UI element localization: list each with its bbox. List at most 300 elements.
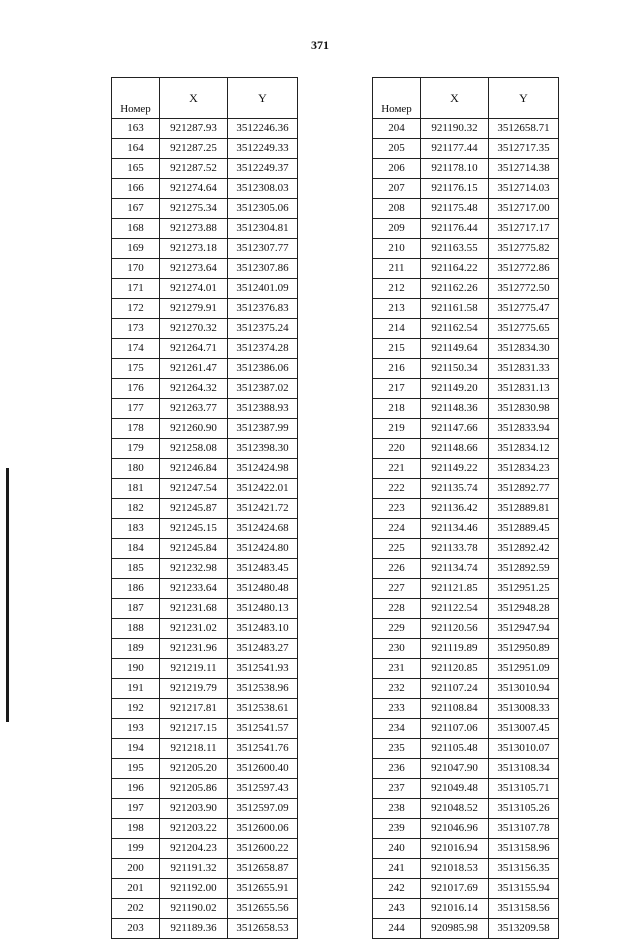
cell-y: 3512772.50 bbox=[489, 279, 559, 299]
cell-x: 921148.36 bbox=[421, 399, 489, 419]
cell-y: 3512892.59 bbox=[489, 559, 559, 579]
coordinates-table-left bbox=[111, 77, 298, 939]
cell-number: 205 bbox=[373, 139, 421, 159]
cell-y: 3512600.06 bbox=[228, 819, 298, 839]
cell-y: 3513158.56 bbox=[489, 899, 559, 919]
cell-y: 3512374.28 bbox=[228, 339, 298, 359]
cell-y: 3512714.38 bbox=[489, 159, 559, 179]
table-row bbox=[112, 699, 298, 719]
table-row bbox=[373, 439, 559, 459]
cell-x: 921274.64 bbox=[160, 179, 228, 199]
cell-x: 921192.00 bbox=[160, 879, 228, 899]
cell-number: 194 bbox=[112, 739, 160, 759]
cell-y: 3512775.82 bbox=[489, 239, 559, 259]
table-row bbox=[112, 219, 298, 239]
cell-x: 921108.84 bbox=[421, 699, 489, 719]
cell-number: 189 bbox=[112, 639, 160, 659]
table-row bbox=[373, 219, 559, 239]
cell-y: 3512307.77 bbox=[228, 239, 298, 259]
cell-x: 921190.02 bbox=[160, 899, 228, 919]
cell-x: 921263.77 bbox=[160, 399, 228, 419]
table-row bbox=[373, 359, 559, 379]
cell-x: 921203.90 bbox=[160, 799, 228, 819]
cell-y: 3512375.24 bbox=[228, 319, 298, 339]
table-row bbox=[373, 299, 559, 319]
cell-x: 921134.74 bbox=[421, 559, 489, 579]
table-row bbox=[373, 679, 559, 699]
table-row bbox=[112, 579, 298, 599]
cell-y: 3512889.45 bbox=[489, 519, 559, 539]
cell-y: 3512421.72 bbox=[228, 499, 298, 519]
cell-y: 3512951.09 bbox=[489, 659, 559, 679]
cell-y: 3512717.35 bbox=[489, 139, 559, 159]
cell-x: 921107.24 bbox=[421, 679, 489, 699]
cell-x: 921274.01 bbox=[160, 279, 228, 299]
table-row bbox=[373, 839, 559, 859]
cell-y: 3512401.09 bbox=[228, 279, 298, 299]
cell-y: 3512833.94 bbox=[489, 419, 559, 439]
cell-number: 169 bbox=[112, 239, 160, 259]
cell-y: 3512772.86 bbox=[489, 259, 559, 279]
cell-y: 3512305.06 bbox=[228, 199, 298, 219]
table-row bbox=[373, 419, 559, 439]
cell-y: 3512424.98 bbox=[228, 459, 298, 479]
cell-number: 228 bbox=[373, 599, 421, 619]
table-row bbox=[112, 319, 298, 339]
header-x: X bbox=[160, 78, 228, 119]
cell-y: 3513105.71 bbox=[489, 779, 559, 799]
cell-y: 3512950.89 bbox=[489, 639, 559, 659]
cell-x: 921273.18 bbox=[160, 239, 228, 259]
table-row bbox=[112, 639, 298, 659]
cell-number: 181 bbox=[112, 479, 160, 499]
cell-number: 222 bbox=[373, 479, 421, 499]
cell-number: 168 bbox=[112, 219, 160, 239]
table-row bbox=[373, 799, 559, 819]
table-row bbox=[112, 119, 298, 139]
cell-y: 3512424.68 bbox=[228, 519, 298, 539]
cell-number: 173 bbox=[112, 319, 160, 339]
cell-x: 921231.96 bbox=[160, 639, 228, 659]
table-row bbox=[373, 199, 559, 219]
table-row bbox=[112, 239, 298, 259]
cell-x: 921219.11 bbox=[160, 659, 228, 679]
table-row bbox=[112, 499, 298, 519]
cell-x: 921133.78 bbox=[421, 539, 489, 559]
table-row bbox=[373, 259, 559, 279]
cell-number: 202 bbox=[112, 899, 160, 919]
cell-number: 219 bbox=[373, 419, 421, 439]
table-row bbox=[112, 619, 298, 639]
cell-number: 200 bbox=[112, 859, 160, 879]
cell-number: 165 bbox=[112, 159, 160, 179]
cell-y: 3512775.65 bbox=[489, 319, 559, 339]
cell-x: 921048.52 bbox=[421, 799, 489, 819]
table-row bbox=[112, 359, 298, 379]
cell-y: 3512541.93 bbox=[228, 659, 298, 679]
table-row bbox=[112, 559, 298, 579]
table-row bbox=[373, 859, 559, 879]
cell-number: 193 bbox=[112, 719, 160, 739]
cell-number: 230 bbox=[373, 639, 421, 659]
cell-x: 921231.68 bbox=[160, 599, 228, 619]
margin-bar bbox=[6, 468, 9, 722]
cell-number: 164 bbox=[112, 139, 160, 159]
cell-number: 170 bbox=[112, 259, 160, 279]
cell-y: 3513010.94 bbox=[489, 679, 559, 699]
cell-y: 3512655.91 bbox=[228, 879, 298, 899]
cell-y: 3512480.48 bbox=[228, 579, 298, 599]
table-row bbox=[373, 539, 559, 559]
header-x: X bbox=[421, 78, 489, 119]
header-y: Y bbox=[228, 78, 298, 119]
cell-number: 195 bbox=[112, 759, 160, 779]
cell-x: 921147.66 bbox=[421, 419, 489, 439]
cell-number: 226 bbox=[373, 559, 421, 579]
cell-number: 166 bbox=[112, 179, 160, 199]
cell-number: 232 bbox=[373, 679, 421, 699]
cell-x: 921205.20 bbox=[160, 759, 228, 779]
cell-number: 241 bbox=[373, 859, 421, 879]
table-row bbox=[112, 659, 298, 679]
cell-y: 3512541.57 bbox=[228, 719, 298, 739]
cell-number: 176 bbox=[112, 379, 160, 399]
cell-number: 216 bbox=[373, 359, 421, 379]
header-number: Номер bbox=[112, 78, 160, 119]
table-row bbox=[112, 799, 298, 819]
cell-number: 184 bbox=[112, 539, 160, 559]
page-number: 371 bbox=[311, 38, 329, 52]
cell-number: 236 bbox=[373, 759, 421, 779]
cell-x: 921245.15 bbox=[160, 519, 228, 539]
cell-y: 3512597.09 bbox=[228, 799, 298, 819]
cell-x: 921017.69 bbox=[421, 879, 489, 899]
table-row bbox=[373, 459, 559, 479]
cell-number: 171 bbox=[112, 279, 160, 299]
cell-number: 244 bbox=[373, 919, 421, 939]
cell-y: 3512892.42 bbox=[489, 539, 559, 559]
header-number: Номер bbox=[373, 78, 421, 119]
cell-number: 231 bbox=[373, 659, 421, 679]
cell-number: 180 bbox=[112, 459, 160, 479]
cell-y: 3512655.56 bbox=[228, 899, 298, 919]
cell-y: 3512714.03 bbox=[489, 179, 559, 199]
cell-number: 196 bbox=[112, 779, 160, 799]
cell-y: 3512422.01 bbox=[228, 479, 298, 499]
cell-y: 3512308.03 bbox=[228, 179, 298, 199]
cell-x: 921246.84 bbox=[160, 459, 228, 479]
table-row bbox=[112, 859, 298, 879]
cell-y: 3513155.94 bbox=[489, 879, 559, 899]
cell-y: 3512889.81 bbox=[489, 499, 559, 519]
cell-number: 188 bbox=[112, 619, 160, 639]
cell-number: 211 bbox=[373, 259, 421, 279]
table-row bbox=[373, 699, 559, 719]
table-row bbox=[373, 579, 559, 599]
cell-x: 921178.10 bbox=[421, 159, 489, 179]
table-row bbox=[373, 619, 559, 639]
cell-number: 185 bbox=[112, 559, 160, 579]
cell-x: 921018.53 bbox=[421, 859, 489, 879]
cell-number: 208 bbox=[373, 199, 421, 219]
cell-x: 921287.93 bbox=[160, 119, 228, 139]
cell-number: 201 bbox=[112, 879, 160, 899]
table-row bbox=[373, 659, 559, 679]
cell-y: 3512398.30 bbox=[228, 439, 298, 459]
table-row bbox=[112, 139, 298, 159]
cell-x: 921163.55 bbox=[421, 239, 489, 259]
cell-number: 177 bbox=[112, 399, 160, 419]
header-y: Y bbox=[489, 78, 559, 119]
cell-number: 191 bbox=[112, 679, 160, 699]
cell-x: 921135.74 bbox=[421, 479, 489, 499]
cell-number: 183 bbox=[112, 519, 160, 539]
cell-number: 234 bbox=[373, 719, 421, 739]
cell-x: 921204.23 bbox=[160, 839, 228, 859]
cell-x: 921264.71 bbox=[160, 339, 228, 359]
cell-x: 921149.22 bbox=[421, 459, 489, 479]
cell-x: 921219.79 bbox=[160, 679, 228, 699]
cell-number: 207 bbox=[373, 179, 421, 199]
cell-x: 921016.14 bbox=[421, 899, 489, 919]
cell-number: 182 bbox=[112, 499, 160, 519]
table-row bbox=[373, 639, 559, 659]
table-row bbox=[373, 239, 559, 259]
table-row bbox=[112, 439, 298, 459]
cell-x: 921190.32 bbox=[421, 119, 489, 139]
cell-number: 174 bbox=[112, 339, 160, 359]
cell-x: 921287.25 bbox=[160, 139, 228, 159]
cell-y: 3513007.45 bbox=[489, 719, 559, 739]
cell-x: 921047.90 bbox=[421, 759, 489, 779]
table-row bbox=[373, 479, 559, 499]
cell-x: 921121.85 bbox=[421, 579, 489, 599]
cell-number: 163 bbox=[112, 119, 160, 139]
cell-y: 3512775.47 bbox=[489, 299, 559, 319]
cell-x: 921217.15 bbox=[160, 719, 228, 739]
cell-x: 921203.22 bbox=[160, 819, 228, 839]
cell-x: 921232.98 bbox=[160, 559, 228, 579]
cell-x: 921245.84 bbox=[160, 539, 228, 559]
table-row bbox=[373, 159, 559, 179]
table-row bbox=[373, 279, 559, 299]
table-row bbox=[112, 259, 298, 279]
cell-y: 3512717.17 bbox=[489, 219, 559, 239]
table-row bbox=[112, 419, 298, 439]
cell-x: 921264.32 bbox=[160, 379, 228, 399]
cell-y: 3512658.71 bbox=[489, 119, 559, 139]
cell-y: 3513010.07 bbox=[489, 739, 559, 759]
table-row bbox=[373, 819, 559, 839]
cell-number: 223 bbox=[373, 499, 421, 519]
cell-x: 921150.34 bbox=[421, 359, 489, 379]
cell-y: 3512538.96 bbox=[228, 679, 298, 699]
table-row bbox=[112, 779, 298, 799]
table-row bbox=[373, 879, 559, 899]
table-header-row bbox=[373, 78, 559, 119]
cell-number: 190 bbox=[112, 659, 160, 679]
cell-y: 3512834.30 bbox=[489, 339, 559, 359]
cell-x: 921149.20 bbox=[421, 379, 489, 399]
cell-x: 921270.32 bbox=[160, 319, 228, 339]
cell-number: 212 bbox=[373, 279, 421, 299]
cell-x: 921205.86 bbox=[160, 779, 228, 799]
table-row bbox=[373, 179, 559, 199]
cell-y: 3512307.86 bbox=[228, 259, 298, 279]
cell-x: 921175.48 bbox=[421, 199, 489, 219]
cell-y: 3513008.33 bbox=[489, 699, 559, 719]
cell-number: 178 bbox=[112, 419, 160, 439]
cell-number: 218 bbox=[373, 399, 421, 419]
table-row bbox=[112, 919, 298, 939]
table-row bbox=[112, 739, 298, 759]
cell-x: 921176.15 bbox=[421, 179, 489, 199]
cell-number: 210 bbox=[373, 239, 421, 259]
cell-y: 3512483.45 bbox=[228, 559, 298, 579]
table-row bbox=[373, 379, 559, 399]
cell-number: 175 bbox=[112, 359, 160, 379]
cell-x: 921279.91 bbox=[160, 299, 228, 319]
table-row bbox=[112, 759, 298, 779]
cell-y: 3512947.94 bbox=[489, 619, 559, 639]
table-row bbox=[373, 339, 559, 359]
table-row bbox=[112, 179, 298, 199]
cell-number: 186 bbox=[112, 579, 160, 599]
table-row bbox=[112, 159, 298, 179]
table-row bbox=[373, 559, 559, 579]
table-header-row bbox=[112, 78, 298, 119]
cell-number: 240 bbox=[373, 839, 421, 859]
cell-number: 209 bbox=[373, 219, 421, 239]
cell-y: 3513107.78 bbox=[489, 819, 559, 839]
cell-y: 3512834.23 bbox=[489, 459, 559, 479]
cell-number: 206 bbox=[373, 159, 421, 179]
cell-x: 921273.88 bbox=[160, 219, 228, 239]
table-row bbox=[112, 399, 298, 419]
cell-number: 204 bbox=[373, 119, 421, 139]
cell-x: 921176.44 bbox=[421, 219, 489, 239]
cell-x: 921162.54 bbox=[421, 319, 489, 339]
cell-x: 921287.52 bbox=[160, 159, 228, 179]
cell-number: 215 bbox=[373, 339, 421, 359]
cell-number: 167 bbox=[112, 199, 160, 219]
cell-y: 3512480.13 bbox=[228, 599, 298, 619]
cell-number: 199 bbox=[112, 839, 160, 859]
table-row bbox=[112, 899, 298, 919]
cell-x: 921122.54 bbox=[421, 599, 489, 619]
cell-number: 238 bbox=[373, 799, 421, 819]
table-row bbox=[112, 199, 298, 219]
cell-number: 217 bbox=[373, 379, 421, 399]
cell-x: 920985.98 bbox=[421, 919, 489, 939]
cell-x: 921161.58 bbox=[421, 299, 489, 319]
table-row bbox=[112, 519, 298, 539]
table-row bbox=[112, 679, 298, 699]
cell-number: 198 bbox=[112, 819, 160, 839]
cell-y: 3512386.06 bbox=[228, 359, 298, 379]
cell-y: 3513108.34 bbox=[489, 759, 559, 779]
table-row bbox=[112, 879, 298, 899]
table-row bbox=[112, 479, 298, 499]
cell-number: 214 bbox=[373, 319, 421, 339]
table-row bbox=[373, 399, 559, 419]
table-row bbox=[112, 819, 298, 839]
cell-x: 921218.11 bbox=[160, 739, 228, 759]
cell-number: 243 bbox=[373, 899, 421, 919]
cell-number: 227 bbox=[373, 579, 421, 599]
cell-y: 3512830.98 bbox=[489, 399, 559, 419]
cell-x: 921107.06 bbox=[421, 719, 489, 739]
table-row bbox=[373, 919, 559, 939]
cell-number: 213 bbox=[373, 299, 421, 319]
table-row bbox=[112, 279, 298, 299]
table-row bbox=[112, 539, 298, 559]
cell-number: 221 bbox=[373, 459, 421, 479]
cell-y: 3512948.28 bbox=[489, 599, 559, 619]
cell-y: 3512538.61 bbox=[228, 699, 298, 719]
table-row bbox=[112, 339, 298, 359]
cell-y: 3512387.99 bbox=[228, 419, 298, 439]
table-row bbox=[373, 499, 559, 519]
cell-y: 3512249.33 bbox=[228, 139, 298, 159]
cell-y: 3512376.83 bbox=[228, 299, 298, 319]
table-row bbox=[373, 319, 559, 339]
cell-y: 3512658.53 bbox=[228, 919, 298, 939]
cell-y: 3512831.33 bbox=[489, 359, 559, 379]
cell-x: 921217.81 bbox=[160, 699, 228, 719]
cell-y: 3512717.00 bbox=[489, 199, 559, 219]
cell-x: 921162.26 bbox=[421, 279, 489, 299]
cell-x: 921177.44 bbox=[421, 139, 489, 159]
cell-x: 921273.64 bbox=[160, 259, 228, 279]
cell-y: 3513158.96 bbox=[489, 839, 559, 859]
cell-y: 3512834.12 bbox=[489, 439, 559, 459]
table-row bbox=[373, 519, 559, 539]
coordinates-table-right bbox=[372, 77, 559, 939]
cell-x: 921149.64 bbox=[421, 339, 489, 359]
cell-number: 203 bbox=[112, 919, 160, 939]
cell-x: 921136.42 bbox=[421, 499, 489, 519]
cell-x: 921016.94 bbox=[421, 839, 489, 859]
cell-number: 225 bbox=[373, 539, 421, 559]
table-row bbox=[373, 599, 559, 619]
cell-y: 3512597.43 bbox=[228, 779, 298, 799]
cell-x: 921275.34 bbox=[160, 199, 228, 219]
cell-y: 3512387.02 bbox=[228, 379, 298, 399]
cell-y: 3512388.93 bbox=[228, 399, 298, 419]
cell-x: 921233.64 bbox=[160, 579, 228, 599]
cell-x: 921191.32 bbox=[160, 859, 228, 879]
cell-x: 921258.08 bbox=[160, 439, 228, 459]
table-row bbox=[112, 459, 298, 479]
table-row bbox=[373, 139, 559, 159]
cell-x: 921261.47 bbox=[160, 359, 228, 379]
cell-y: 3512249.37 bbox=[228, 159, 298, 179]
table-row bbox=[373, 119, 559, 139]
table-row bbox=[112, 599, 298, 619]
table-row bbox=[112, 719, 298, 739]
cell-x: 921120.85 bbox=[421, 659, 489, 679]
cell-x: 921231.02 bbox=[160, 619, 228, 639]
cell-y: 3512600.40 bbox=[228, 759, 298, 779]
cell-x: 921105.48 bbox=[421, 739, 489, 759]
cell-y: 3512600.22 bbox=[228, 839, 298, 859]
cell-x: 921120.56 bbox=[421, 619, 489, 639]
cell-x: 921134.46 bbox=[421, 519, 489, 539]
table-row bbox=[112, 299, 298, 319]
cell-y: 3512831.13 bbox=[489, 379, 559, 399]
cell-number: 192 bbox=[112, 699, 160, 719]
